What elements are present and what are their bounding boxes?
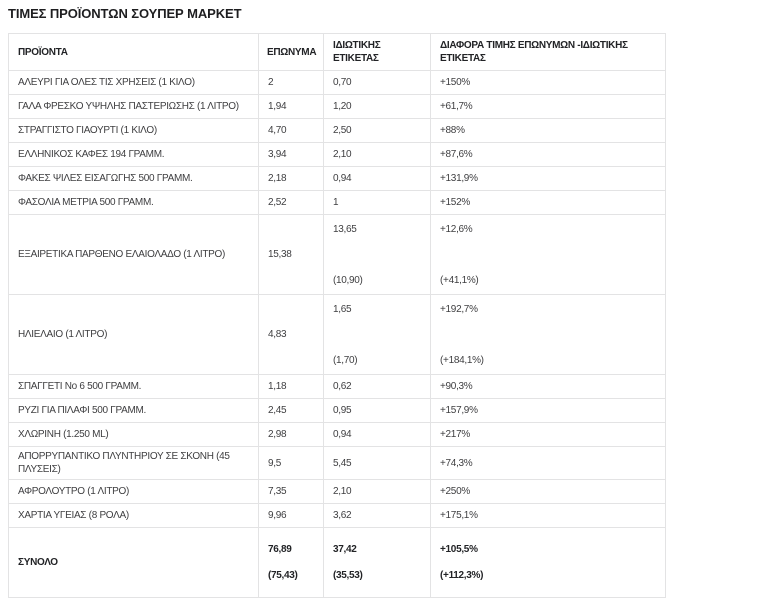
product-cell: ΡΥΖΙ ΓΙΑ ΠΙΛΑΦΙ 500 ΓΡΑΜΜ. (9, 399, 259, 423)
total-price-diff-cell (431, 528, 666, 598)
table-row (9, 119, 666, 143)
table-row (9, 215, 666, 295)
total-private-label-price-cell (324, 528, 431, 598)
table-row (9, 480, 666, 504)
private-label-price-cell: 2,10 (324, 480, 431, 504)
brand-price-cell: 7,35 (259, 480, 324, 504)
cell-value: (10,90) (333, 274, 363, 286)
cell-value: (75,43) (268, 570, 298, 581)
table-row (9, 143, 666, 167)
cell-value: (+41,1%) (440, 274, 479, 286)
private-label-price-cell: 0,95 (324, 399, 431, 423)
private-label-price-cell (324, 215, 431, 295)
private-label-price-cell: 3,62 (324, 504, 431, 528)
price-diff-cell: +152% (431, 191, 666, 215)
table-row (9, 71, 666, 95)
brand-price-cell: 15,38 (259, 215, 324, 295)
brand-price-cell: 3,94 (259, 143, 324, 167)
table-row (9, 504, 666, 528)
product-cell: ΑΦΡΟΛΟΥΤΡΟ (1 ΛΙΤΡΟ) (9, 480, 259, 504)
price-diff-cell (431, 295, 666, 375)
page-title: ΤΙΜΕΣ ΠΡΟΪΟΝΤΩΝ ΣΟΥΠΕΡ ΜΑΡΚΕΤ (8, 6, 242, 21)
product-cell: ΓΑΛΑ ΦΡΕΣΚΟ ΥΨΗΛΗΣ ΠΑΣΤΕΡΙΩΣΗΣ (1 ΛΙΤΡΟ) (9, 95, 259, 119)
table-row (9, 167, 666, 191)
table-row (9, 447, 666, 480)
total-brand-price-cell (259, 528, 324, 598)
cell-value: +105,5% (440, 544, 478, 555)
brand-price-cell: 1,18 (259, 375, 324, 399)
product-cell: ΑΠΟΡΡΥΠΑΝΤΙΚΟ ΠΛΥΝΤΗΡΙΟΥ ΣΕ ΣΚΟΝΗ (45 ΠΛΥΣΕΙΣ) (9, 447, 259, 480)
price-diff-cell: +157,9% (431, 399, 666, 423)
product-cell: ΗΛΙΕΛΑΙΟ (1 ΛΙΤΡΟ) (9, 295, 259, 375)
stacked-values (440, 223, 656, 287)
column-header-0: ΠΡΟΪΟΝΤΑ (9, 34, 259, 71)
column-header-3: ΔΙΑΦΟΡΑ ΤΙΜΗΣ ΕΠΩΝΥΜΩΝ -ΙΔΙΩΤΙΚΗΣ ΕΤΙΚΕΤΑΣ (431, 34, 666, 71)
table-row (9, 295, 666, 375)
brand-price-cell: 1,94 (259, 95, 324, 119)
brand-price-cell: 2 (259, 71, 324, 95)
cell-value: +192,7% (440, 303, 478, 315)
price-diff-cell: +74,3% (431, 447, 666, 480)
total-label-cell: ΣΥΝΟΛΟ (9, 528, 259, 598)
private-label-price-cell: 1 (324, 191, 431, 215)
price-diff-cell: +87,6% (431, 143, 666, 167)
brand-price-cell: 4,83 (259, 295, 324, 375)
column-header-2: ΙΔΙΩΤΙΚΗΣ ΕΤΙΚΕΤΑΣ (324, 34, 431, 71)
price-diff-cell (431, 215, 666, 295)
stacked-values (333, 303, 421, 367)
private-label-price-cell: 0,94 (324, 167, 431, 191)
price-diff-cell: +90,3% (431, 375, 666, 399)
product-cell: ΑΛΕΥΡΙ ΓΙΑ ΟΛΕΣ ΤΙΣ ΧΡΗΣΕΙΣ (1 ΚΙΛΟ) (9, 71, 259, 95)
cell-value: 13,65 (333, 223, 357, 235)
cell-value: (+112,3%) (440, 570, 484, 581)
price-diff-cell: +150% (431, 71, 666, 95)
cell-value: (+184,1%) (440, 354, 484, 366)
cell-value: +12,6% (440, 223, 473, 235)
private-label-price-cell: 5,45 (324, 447, 431, 480)
brand-price-cell: 9,5 (259, 447, 324, 480)
table-row (9, 399, 666, 423)
price-diff-cell: +250% (431, 480, 666, 504)
product-cell: ΕΞΑΙΡΕΤΙΚΑ ΠΑΡΘΕΝΟ ΕΛΑΙΟΛΑΔΟ (1 ΛΙΤΡΟ) (9, 215, 259, 295)
cell-value: (35,53) (333, 570, 363, 581)
cell-value: 1,65 (333, 303, 352, 315)
price-diff-cell: +61,7% (431, 95, 666, 119)
private-label-price-cell: 2,10 (324, 143, 431, 167)
product-cell: ΧΛΩΡΙΝΗ (1.250 ML) (9, 423, 259, 447)
price-diff-cell: +175,1% (431, 504, 666, 528)
cell-value: 37,42 (333, 544, 357, 555)
product-cell: ΦΑΚΕΣ ΨΙΛΕΣ ΕΙΣΑΓΩΓΗΣ 500 ΓΡΑΜΜ. (9, 167, 259, 191)
stacked-values (333, 223, 421, 287)
stacked-values (268, 535, 314, 591)
prices-table (8, 33, 666, 598)
private-label-price-cell: 0,62 (324, 375, 431, 399)
product-cell: ΧΑΡΤΙΑ ΥΓΕΙΑΣ (8 ΡΟΛΑ) (9, 504, 259, 528)
brand-price-cell: 4,70 (259, 119, 324, 143)
table-row (9, 191, 666, 215)
brand-price-cell: 2,18 (259, 167, 324, 191)
product-cell: ΣΤΡΑΓΓΙΣΤΟ ΓΙΑΟΥΡΤΙ (1 ΚΙΛΟ) (9, 119, 259, 143)
product-cell: ΣΠΑΓΓΕΤΙ No 6 500 ΓΡΑΜΜ. (9, 375, 259, 399)
brand-price-cell: 2,52 (259, 191, 324, 215)
price-diff-cell: +217% (431, 423, 666, 447)
table-header-row (9, 34, 666, 71)
brand-price-cell: 9,96 (259, 504, 324, 528)
brand-price-cell: 2,98 (259, 423, 324, 447)
private-label-price-cell: 0,94 (324, 423, 431, 447)
stacked-values (440, 535, 656, 591)
price-diff-cell: +88% (431, 119, 666, 143)
private-label-price-cell: 1,20 (324, 95, 431, 119)
column-header-1: ΕΠΩΝΥΜΑ (259, 34, 324, 71)
stacked-values (333, 535, 421, 591)
price-diff-cell: +131,9% (431, 167, 666, 191)
table-row (9, 95, 666, 119)
product-cell: ΕΛΛΗΝΙΚΟΣ ΚΑΦΕΣ 194 ΓΡΑΜΜ. (9, 143, 259, 167)
brand-price-cell: 2,45 (259, 399, 324, 423)
stacked-values (440, 303, 656, 367)
private-label-price-cell (324, 295, 431, 375)
table-row (9, 423, 666, 447)
table-row (9, 375, 666, 399)
product-cell: ΦΑΣΟΛΙΑ ΜΕΤΡΙΑ 500 ΓΡΑΜΜ. (9, 191, 259, 215)
private-label-price-cell: 0,70 (324, 71, 431, 95)
cell-value: 76,89 (268, 544, 292, 555)
cell-value: (1,70) (333, 354, 358, 366)
total-row (9, 528, 666, 598)
private-label-price-cell: 2,50 (324, 119, 431, 143)
